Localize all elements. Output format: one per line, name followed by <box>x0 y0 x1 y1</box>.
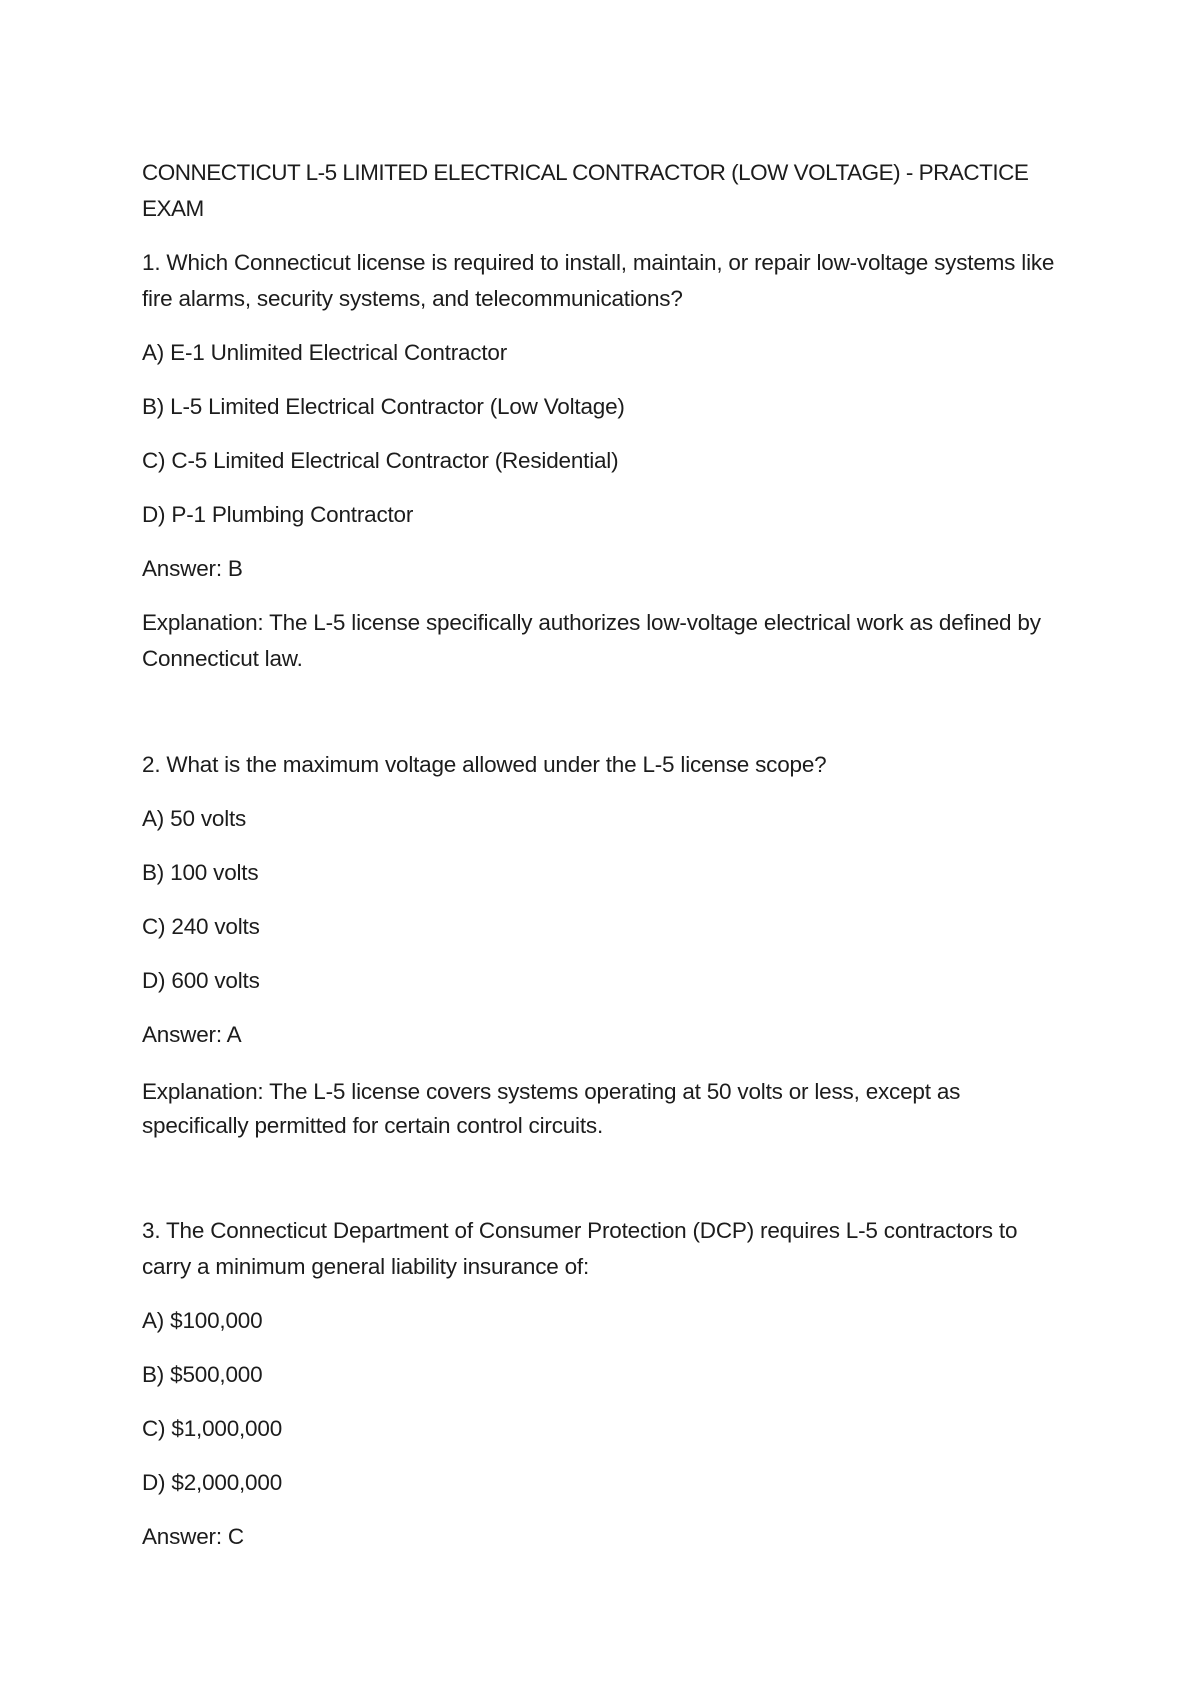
explanation-text: Explanation: The L-5 license covers systems operating at 50 volts or less, except as specifically permitted for certain control circuits. <box>142 1079 961 1138</box>
answer-text: Answer: B <box>142 556 243 581</box>
option-d: D) 600 volts <box>142 968 260 993</box>
option-c: C) $1,000,000 <box>142 1416 283 1441</box>
question-text: 1. Which Connecticut license is required to install, maintain, or repair low-voltage systems like fire alarms, security systems, and telecommunications? <box>142 250 1055 311</box>
option-a: A) E-1 Unlimited Electrical Contractor <box>142 340 508 365</box>
answer-text: Answer: C <box>142 1524 244 1549</box>
option-c: C) 240 volts <box>142 914 260 939</box>
document-title: CONNECTICUT L-5 LIMITED ELECTRICAL CONTRACTOR (LOW VOLTAGE) - PRACTICE EXAM <box>142 160 1029 221</box>
option-b: B) L-5 Limited Electrical Contractor (Low Voltage) <box>142 394 625 419</box>
question-text: 2. What is the maximum voltage allowed under the L-5 license scope? <box>142 752 827 777</box>
document-page <box>142 155 1072 1573</box>
option-a: A) $100,000 <box>142 1308 263 1333</box>
option-d: D) P-1 Plumbing Contractor <box>142 502 414 527</box>
question-text: 3. The Connecticut Department of Consumer Protection (DCP) requires L-5 contractors to carry a minimum general liability insurance of: <box>142 1218 1018 1279</box>
option-c: C) C-5 Limited Electrical Contractor (Residential) <box>142 448 619 473</box>
answer-text: Answer: A <box>142 1022 242 1047</box>
question-block-1 <box>142 245 1072 677</box>
option-d: D) $2,000,000 <box>142 1470 283 1495</box>
explanation-text: Explanation: The L-5 license specifically authorizes low-voltage electrical work as defined by Connecticut law. <box>142 610 1041 671</box>
question-block-3 <box>142 1213 1072 1555</box>
option-b: B) 100 volts <box>142 860 259 885</box>
question-block-2 <box>142 747 1072 1143</box>
option-b: B) $500,000 <box>142 1362 263 1387</box>
option-a: A) 50 volts <box>142 806 247 831</box>
